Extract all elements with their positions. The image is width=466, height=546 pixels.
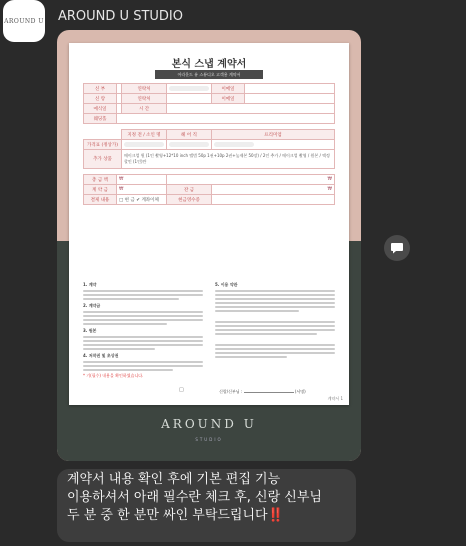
table-row: 결제 내용 □ 현 금 ✔ 계좌이체 현금영수증 xyxy=(84,195,335,205)
page-number: 계약서 1 xyxy=(327,396,343,401)
table-row: 추가 상품 메이크업 원 (1인 촬영+12*10 inch 앨범 50p 1권+10p 2권+높제본 50장) / 2인 추가 / 메이크업 촬영 / 원본 / 액정 할인 (1인)만 xyxy=(84,150,335,169)
image-message[interactable] xyxy=(57,30,361,461)
contract-title: 본식 스냅 계약서 xyxy=(171,59,247,70)
table-row: 총 금 액 ₩ ₩ xyxy=(84,175,335,185)
sender-avatar[interactable] xyxy=(3,0,45,42)
table-row: 신 부 연락처 이메일 xyxy=(84,84,335,94)
redacted-value xyxy=(124,142,164,147)
table-row: 계 약 금 ₩ 잔 금 ₩ xyxy=(84,185,335,195)
table-row: 가격표 (정상가) xyxy=(84,140,335,150)
redacted-value xyxy=(214,142,254,147)
message-line: 계약서 내용 확인 후에 기본 편집 기능 xyxy=(67,472,281,487)
table-row: 지정 전 / 소인 명 헤 어 직 프리미엄 xyxy=(84,130,335,140)
share-button[interactable] xyxy=(384,235,410,261)
table-row: 신 랑 연락처 이메일 xyxy=(84,94,335,104)
signature-line: 신랑/신부님 : (서명) xyxy=(219,389,306,394)
terms-left-column: 1. 계약 2. 계약금 3. 원본 4. 저작권 및 초상권 * 기(필수) 내용을 확인하였습니다. xyxy=(83,279,203,379)
text-message[interactable] xyxy=(57,469,356,542)
contract-document xyxy=(69,43,349,405)
confirm-note: * 기(필수) 내용을 확인하였습니다. xyxy=(83,373,144,378)
redacted-value xyxy=(169,86,209,91)
table-row: 예식일 시 간 xyxy=(84,104,335,114)
sender-name: AROUND U STUDIO xyxy=(58,9,183,24)
terms-section xyxy=(83,279,335,391)
payment-method-choice: □ 현 금 ✔ 계좌이체 xyxy=(119,197,159,203)
double-exclamation-emoji: ‼️ xyxy=(267,508,284,523)
share-icon xyxy=(390,241,404,255)
confirm-checkbox: □ xyxy=(179,387,184,393)
message-line: 두 분 중 한 분만 싸인 부탁드립니다‼️ xyxy=(67,508,284,523)
redacted-value xyxy=(169,142,209,147)
brand-sub-logo: STUDIO xyxy=(195,437,223,442)
contract-subtitle: 어라운드 유 스튜디오 고객용 계약서 xyxy=(155,70,263,79)
table-row: 웨딩홀 xyxy=(84,114,335,124)
terms-right-column: 5. 이용 약관 xyxy=(215,279,335,360)
avatar-logo-text: AROUND U xyxy=(4,17,44,25)
message-line: 이용하셔서 아래 필수란 체크 후, 신랑 신부님 xyxy=(67,490,322,505)
brand-logo: AROUND U xyxy=(161,417,257,431)
contract-form-table xyxy=(83,83,335,205)
